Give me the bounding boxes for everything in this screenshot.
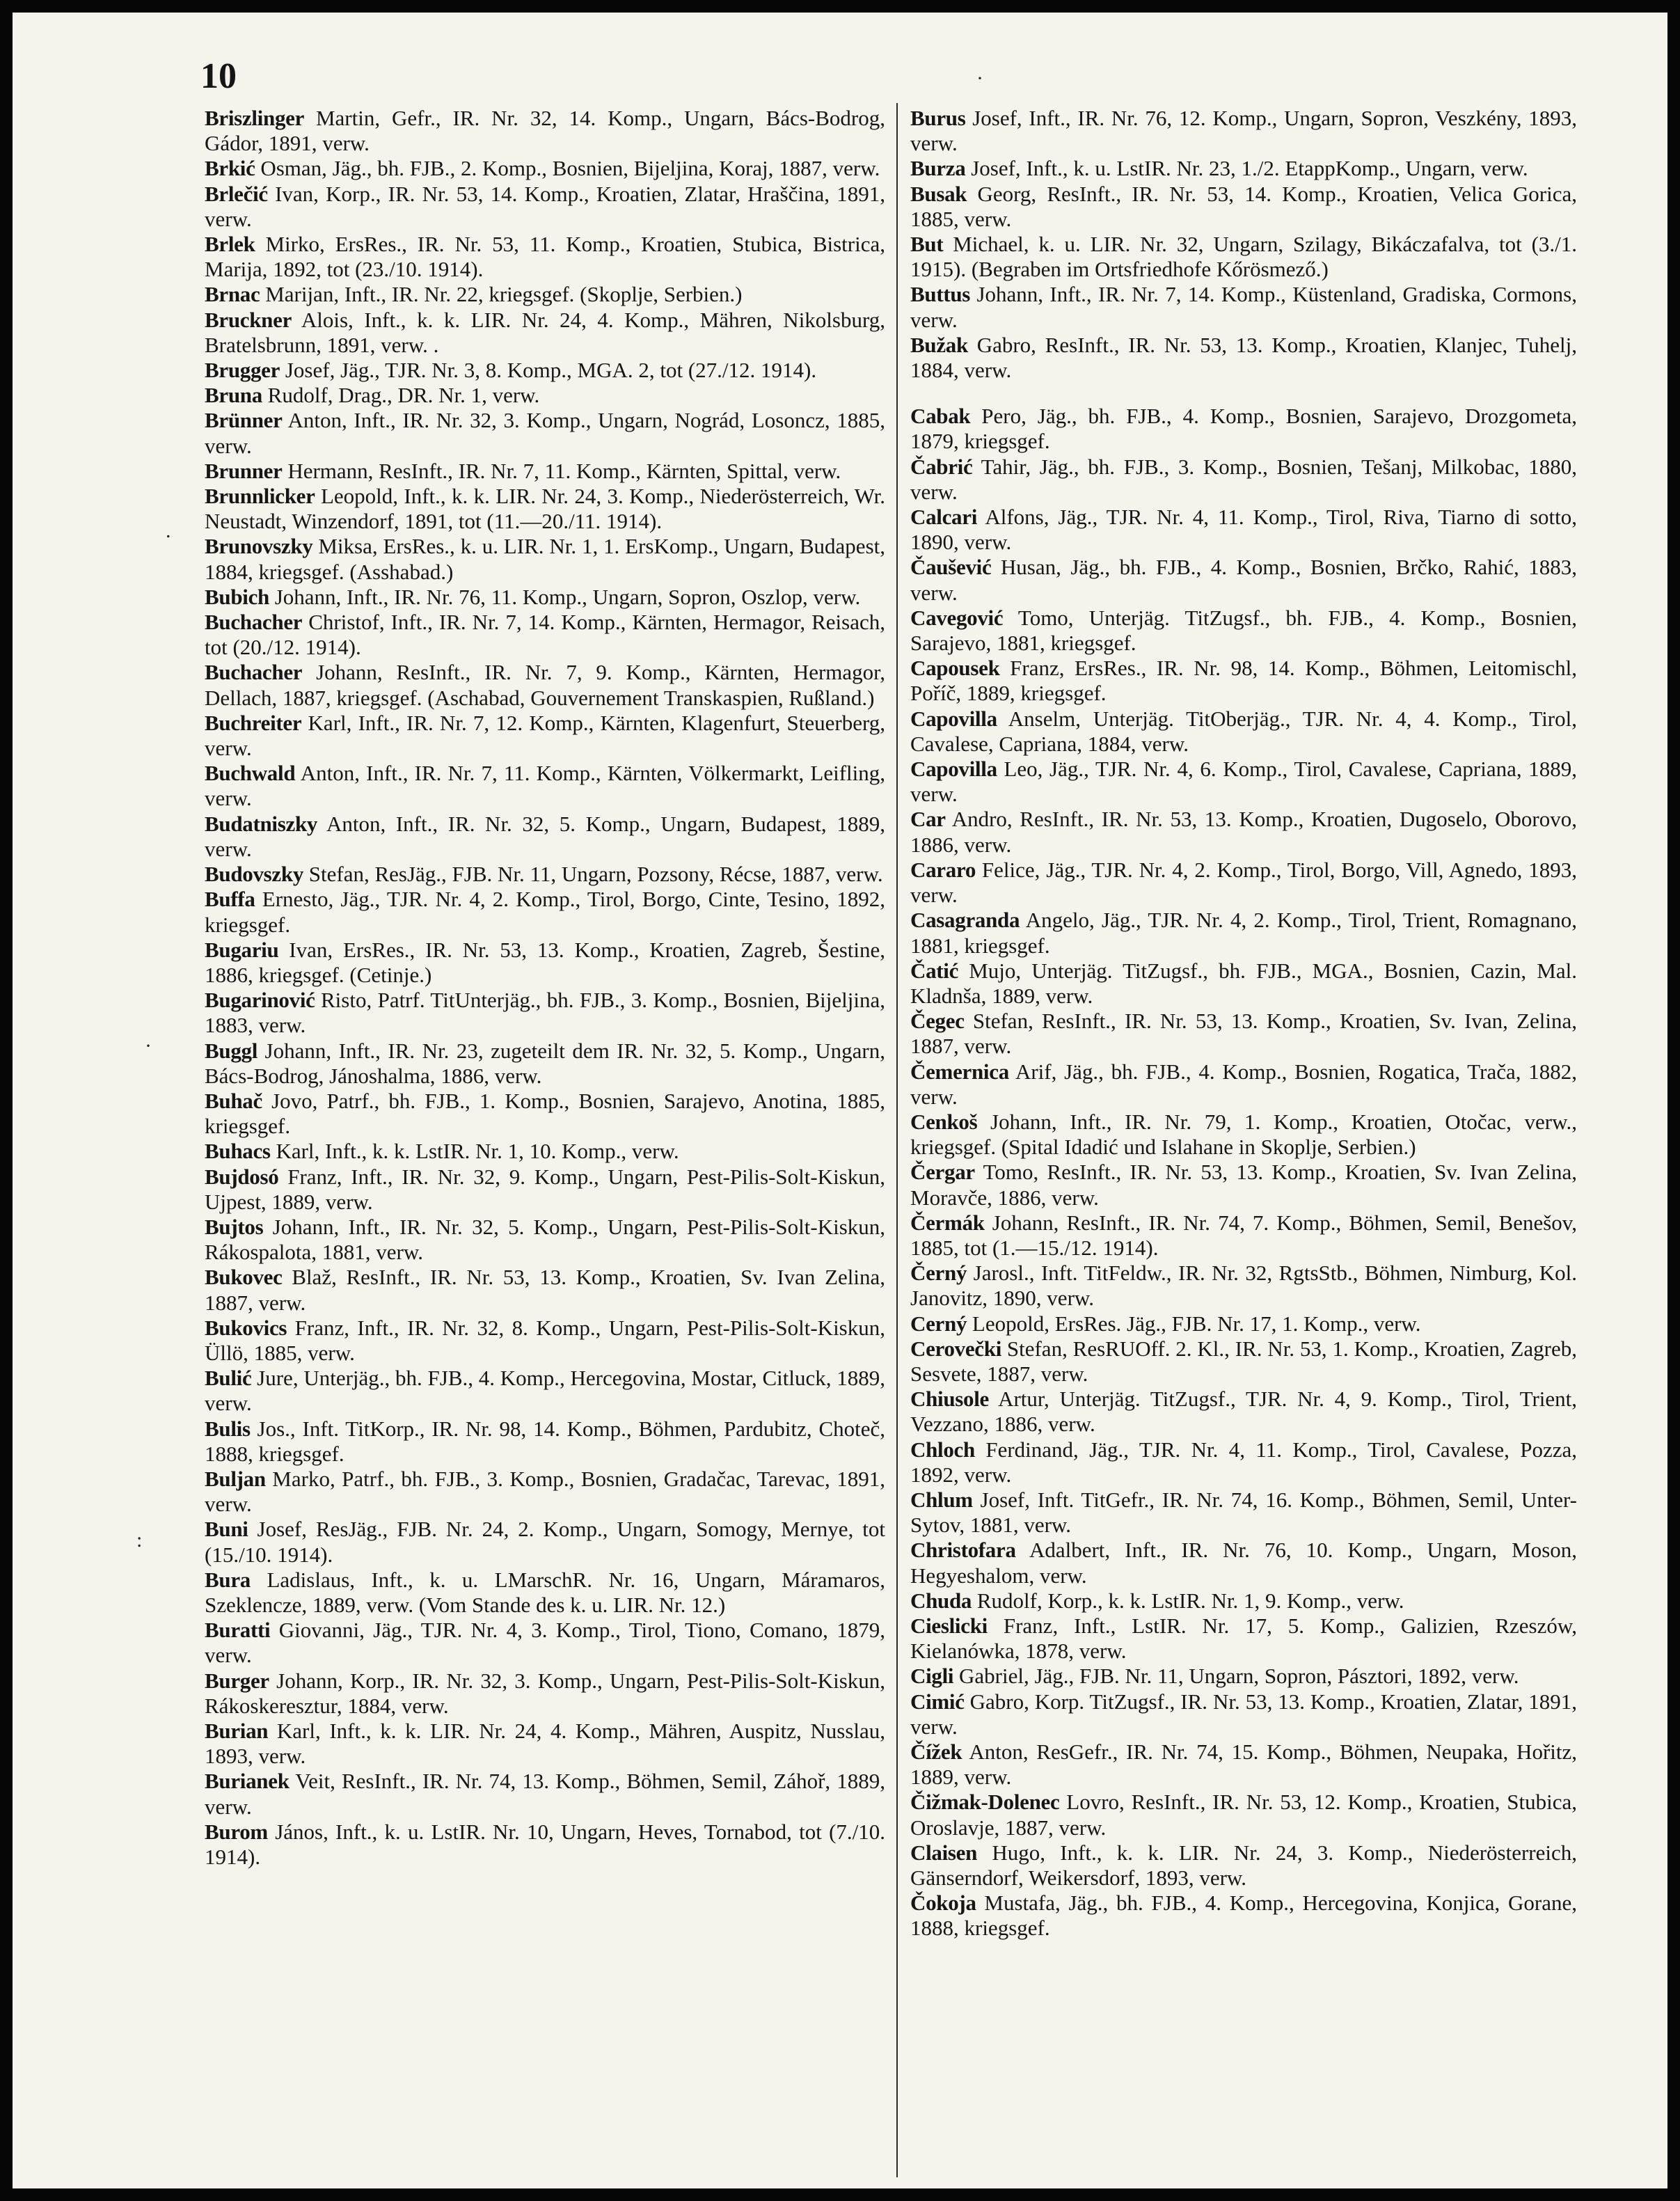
entry-details: Johann, Inft., IR. Nr. 7, 14. Komp., Küstenland, Gradiska, Cormons, verw.: [910, 282, 1577, 332]
entry-surname: Cigli: [910, 1664, 954, 1689]
register-entry: [205, 106, 885, 156]
entry-details: Karl, Inft., k. k. LIR. Nr. 24, 4. Komp., Mähren, Auspitz, Nusslau, 1893, verw.: [205, 1719, 886, 1769]
entry-details: Mujo, Unterjäg. TitZugsf., bh. FJB., MGA., Bosnien, Cazin, Mal. Kladnša, 1889, verw.: [910, 958, 1577, 1008]
entry-surname: Buggl: [205, 1038, 258, 1063]
entry-surname: Cieslicki: [910, 1613, 988, 1638]
register-entry: [910, 606, 1577, 656]
register-entry: [910, 707, 1577, 757]
register-entry: [205, 1139, 885, 1164]
register-entry: [910, 1664, 1577, 1689]
entry-details: Johann, Inft., IR. Nr. 32, 5. Komp., Ungarn, Pest-Pilis-Solt-Kiskun, Rákospalota, 1881, verw.: [205, 1214, 886, 1265]
register-entry: [205, 1668, 885, 1719]
entry-details: Josef, Jäg., TJR. Nr. 3, 8. Komp., MGA. 2, tot (27./12. 1914).: [285, 358, 817, 383]
entry-details: Lovro, ResInft., IR. Nr. 53, 12. Komp., Kroatien, Stubica, Oroslavje, 1887, verw.: [910, 1790, 1577, 1840]
entry-details: Josef, Inft., IR. Nr. 76, 12. Komp., Ungarn, Sopron, Veszkény, 1893, verw.: [910, 106, 1577, 156]
entry-details: Stefan, ResJäg., FJB. Nr. 11, Ungarn, Pozsony, Récse, 1887, verw.: [308, 862, 883, 887]
register-entry: [910, 1840, 1577, 1891]
entry-details: Felice, Jäg., TJR. Nr. 4, 2. Komp., Tirol, Borgo, Vill, Agnedo, 1893, verw.: [910, 857, 1578, 908]
entry-details: Johann, ResInft., IR. Nr. 74, 7. Komp., Böhmen, Semil, Benešov, 1885, tot (1.—15./12. 1914).: [910, 1210, 1578, 1260]
entry-surname: Černý: [910, 1261, 967, 1286]
entry-details: Johann, ResInft., IR. Nr. 7, 9. Komp., Kärnten, Hermagor, Dellach, 1887, kriegsgef. (Aschabad, Gouvernement Transkaspien, Rußland.): [205, 660, 885, 710]
register-entry: [910, 333, 1577, 383]
register-entry: [910, 1588, 1577, 1614]
entry-details: Franz, Inft., IR. Nr. 32, 8. Komp., Ungarn, Pest-Pilis-Solt-Kiskun, Üllö, 1885, verw.: [205, 1315, 885, 1365]
entry-surname: Cerný: [910, 1311, 967, 1336]
column-divider: [896, 103, 898, 2177]
entry-details: Ladislaus, Inft., k. u. LMarschR. Nr. 16, Ungarn, Máramaros, Szeklencze, 1889, verw. (Vom Stande des k. u. LIR. Nr. 12.): [205, 1567, 885, 1617]
entry-details: Mustafa, Jäg., bh. FJB., 4. Komp., Hercegovina, Konjica, Gorane, 1888, kriegsgef.: [910, 1891, 1578, 1941]
entry-surname: Brnac: [205, 282, 260, 307]
entry-surname: Brunnlicker: [205, 484, 315, 509]
entry-surname: Bužak: [910, 332, 968, 357]
entry-surname: Budovszky: [205, 862, 304, 887]
register-entry: [910, 1261, 1577, 1311]
register-entry: [205, 938, 885, 988]
register-entry: [910, 807, 1577, 857]
register-entry: [910, 404, 1577, 454]
entry-surname: Bugarinović: [205, 988, 315, 1013]
register-entry: [205, 232, 885, 282]
entry-surname: Buchreiter: [205, 710, 302, 735]
entry-details: Osman, Jäg., bh. FJB., 2. Komp., Bosnien, Bijeljina, Koraj, 1887, verw.: [260, 156, 880, 181]
entry-surname: Buttus: [910, 282, 971, 307]
scan-speck: ·: [145, 1034, 152, 1057]
register-entry: [910, 1210, 1577, 1261]
entry-surname: Capousek: [910, 656, 1000, 681]
entry-surname: Čatić: [910, 958, 959, 983]
register-entry: [205, 383, 885, 408]
left-column: [205, 106, 885, 1870]
entry-surname: Bura: [205, 1567, 251, 1592]
entry-surname: Calcari: [910, 505, 978, 530]
register-entry: [205, 988, 885, 1038]
entry-details: Tomo, ResInft., IR. Nr. 53, 13. Komp., Kroatien, Sv. Ivan Zelina, Moravče, 1886, verw.: [910, 1160, 1577, 1210]
entry-details: Alfons, Jäg., TJR. Nr. 4, 11. Komp., Tirol, Riva, Tiarno di sotto, 1890, verw.: [910, 505, 1577, 555]
register-entry: [205, 1165, 885, 1215]
register-entry: [910, 505, 1577, 555]
entry-surname: Čaušević: [910, 555, 992, 580]
register-entry: [910, 858, 1577, 908]
register-entry: [910, 1614, 1577, 1664]
entry-details: Rudolf, Drag., DR. Nr. 1, verw.: [267, 383, 540, 408]
register-entry: [910, 1891, 1577, 1941]
entry-details: Karl, Inft., k. k. LstIR. Nr. 1, 10. Komp., verw.: [276, 1139, 679, 1164]
entry-details: Johann, Korp., IR. Nr. 32, 3. Komp., Ungarn, Pest-Pilis-Solt-Kiskun, Rákoskeresztur, 1884, verw.: [205, 1668, 886, 1718]
register-entry: [205, 282, 885, 307]
entry-details: Ferdinand, Jäg., TJR. Nr. 4, 11. Komp., Tirol, Cavalese, Pozza, 1892, verw.: [910, 1437, 1578, 1487]
entry-surname: Brlečić: [205, 181, 268, 206]
entry-details: Jure, Unterjäg., bh. FJB., 4. Komp., Hercegovina, Mostar, Citluck, 1889, verw.: [205, 1366, 885, 1416]
scanned-page: [13, 13, 1667, 2188]
entry-surname: Chiusole: [910, 1387, 990, 1412]
entry-surname: Burza: [910, 156, 966, 181]
entry-surname: Buljan: [205, 1466, 266, 1491]
register-entry: [910, 282, 1577, 332]
entry-details: Marko, Patrf., bh. FJB., 3. Komp., Bosnien, Gradačac, Tarevac, 1891, verw.: [205, 1466, 885, 1517]
entry-details: Anton, Inft., IR. Nr. 32, 5. Komp., Ungarn, Budapest, 1889, verw.: [205, 811, 885, 861]
register-entry: [910, 1009, 1577, 1059]
register-entry: [910, 1538, 1577, 1588]
right-column: [910, 106, 1577, 1941]
entry-surname: Bujdosó: [205, 1164, 279, 1189]
entry-surname: Čokoja: [910, 1891, 976, 1916]
entry-surname: Burger: [205, 1668, 269, 1693]
entry-surname: Bukovics: [205, 1315, 287, 1340]
entry-surname: Capovilla: [910, 706, 997, 731]
entry-details: Risto, Patrf. TitUnterjäg., bh. FJB., 3. Komp., Bosnien, Bijeljina, 1883, verw.: [205, 988, 886, 1038]
entry-details: Giovanni, Jäg., TJR. Nr. 4, 3. Komp., Tirol, Tiono, Comano, 1879, verw.: [205, 1618, 885, 1668]
entry-details: Josef, Inft., k. u. LstIR. Nr. 23, 1./2. EtappKomp., Ungarn, verw.: [971, 156, 1528, 181]
register-entry: [205, 1417, 885, 1467]
entry-details: Miksa, ErsRes., k. u. LIR. Nr. 1, 1. ErsKomp., Ungarn, Budapest, 1884, kriegsgef. (Asshabad.): [205, 534, 885, 584]
entry-surname: Čabrić: [910, 454, 973, 479]
entry-surname: Bukovec: [205, 1265, 283, 1290]
entry-surname: Cimić: [910, 1689, 965, 1714]
entry-details: Anton, ResGefr., IR. Nr. 74, 15. Komp., Böhmen, Neupaka, Hořitz, 1889, verw.: [910, 1740, 1577, 1790]
register-entry: [205, 1769, 885, 1819]
register-entry: [205, 1316, 885, 1366]
entry-details: Anton, Inft., IR. Nr. 32, 3. Komp., Ungarn, Nográd, Losoncz, 1885, verw.: [205, 408, 886, 458]
entry-details: Andro, ResInft., IR. Nr. 53, 13. Komp., Kroatien, Dugoselo, Oborovo, 1886, verw.: [910, 807, 1577, 857]
register-entry: [910, 1387, 1577, 1437]
entry-surname: Bujtos: [205, 1214, 264, 1239]
register-entry: [910, 455, 1577, 505]
entry-surname: Buni: [205, 1517, 248, 1542]
register-entry: [205, 1517, 885, 1567]
entry-surname: Buchacher: [205, 610, 303, 635]
entry-details: Anselm, Unterjäg. TitOberjäg., TJR. Nr. 4, 4. Komp., Tirol, Cavalese, Capriana, 1884, verw.: [910, 706, 1577, 756]
entry-details: Franz, Inft., IR. Nr. 32, 9. Komp., Ungarn, Pest-Pilis-Solt-Kiskun, Ujpest, 1889, verw.: [205, 1164, 886, 1214]
entry-surname: Čermák: [910, 1210, 985, 1235]
entry-details: Jos., Inft. TitKorp., IR. Nr. 98, 14. Komp., Böhmen, Pardubitz, Choteč, 1888, kriegsgef.: [205, 1416, 886, 1466]
entry-surname: Buratti: [205, 1618, 271, 1643]
entry-details: Leo, Jäg., TJR. Nr. 4, 6. Komp., Tirol, Cavalese, Capriana, 1889, verw.: [910, 757, 1577, 807]
register-entry: [910, 1689, 1577, 1740]
register-entry: [205, 887, 885, 937]
entry-details: Christof, Inft., IR. Nr. 7, 14. Komp., Kärnten, Hermagor, Reisach, tot (20./12. 1914).: [205, 610, 885, 660]
entry-surname: Chloch: [910, 1437, 975, 1462]
entry-details: Hermann, ResInft., IR. Nr. 7, 11. Komp., Kärnten, Spittal, verw.: [287, 458, 841, 483]
entry-surname: Buchwald: [205, 761, 296, 786]
register-entry: [910, 1740, 1577, 1790]
entry-details: Adalbert, Inft., IR. Nr. 76, 10. Komp., Ungarn, Moson, Hegyeshalom, verw.: [910, 1538, 1578, 1588]
entry-details: Gabriel, Jäg., FJB. Nr. 11, Ungarn, Sopron, Pásztori, 1892, verw.: [958, 1664, 1519, 1689]
register-entry: [910, 656, 1577, 706]
entry-details: Gabro, ResInft., IR. Nr. 53, 13. Komp., Kroatien, Klanjec, Tuhelj, 1884, verw.: [910, 332, 1577, 383]
register-entry: [910, 1437, 1577, 1488]
register-entry: [205, 358, 885, 383]
register-entry: [910, 182, 1577, 232]
entry-details: Michael, k. u. LIR. Nr. 32, Ungarn, Szilagy, Bikáczafalva, tot (3./1. 1915). (Begraben im Ortsfriedhofe Kőrösmező.): [910, 232, 1578, 282]
register-entry: [205, 761, 885, 811]
register-entry: [205, 534, 885, 584]
entry-surname: Chlum: [910, 1487, 973, 1512]
entry-details: Jarosl., Inft. TitFeldw., IR. Nr. 32, RgtsStb., Böhmen, Nimburg, Kol. Janovitz, 1890, verw.: [910, 1261, 1578, 1311]
register-entry: [910, 1160, 1577, 1210]
scan-speck: :: [136, 1529, 143, 1552]
register-entry: [910, 1488, 1577, 1538]
entry-surname: Bubich: [205, 584, 269, 609]
register-entry: [205, 1618, 885, 1668]
register-entry: [205, 1467, 885, 1517]
register-entry: [205, 1719, 885, 1769]
register-entry: [910, 1059, 1577, 1110]
register-entry: [205, 408, 885, 458]
register-entry: [910, 1110, 1577, 1160]
entry-surname: Brugger: [205, 358, 280, 383]
entry-details: Tomo, Unterjäg. TitZugsf., bh. FJB., 4. Komp., Bosnien, Sarajevo, 1881, kriegsgef.: [910, 605, 1577, 656]
register-entry: [910, 757, 1577, 807]
register-entry: [910, 1790, 1577, 1840]
register-entry: [205, 610, 885, 660]
entry-details: Johann, Inft., IR. Nr. 76, 11. Komp., Ungarn, Sopron, Oszlop, verw.: [274, 584, 861, 609]
entry-surname: Claisen: [910, 1840, 978, 1865]
register-entry: [205, 1215, 885, 1265]
entry-details: Leopold, Inft., k. k. LIR. Nr. 24, 3. Komp., Niederösterreich, Wr. Neustadt, Winzendorf, 1891, tot (11.—20./11. 1914).: [205, 484, 886, 534]
scan-speck: ·: [976, 67, 983, 90]
register-entry: [910, 232, 1577, 282]
entry-surname: Cararo: [910, 857, 976, 882]
entry-surname: Bulić: [205, 1366, 252, 1391]
register-entry: [205, 459, 885, 484]
entry-surname: Cavegović: [910, 605, 1004, 630]
entry-surname: Bruna: [205, 383, 262, 408]
entry-surname: Car: [910, 807, 946, 832]
entry-details: Mirko, ErsRes., IR. Nr. 53, 11. Komp., Kroatien, Stubica, Bistrica, Marija, 1892, tot (23./10. 1914).: [205, 232, 885, 282]
entry-surname: Buhacs: [205, 1139, 271, 1164]
register-entry: [910, 555, 1577, 605]
register-entry: [910, 908, 1577, 958]
entry-surname: Buffa: [205, 887, 255, 912]
entry-details: Stefan, ResInft., IR. Nr. 53, 13. Komp., Kroatien, Sv. Ivan, Zelina, 1887, verw.: [910, 1009, 1577, 1059]
entry-surname: Čížek: [910, 1740, 962, 1764]
entry-surname: Burom: [205, 1819, 268, 1844]
entry-details: Marijan, Inft., IR. Nr. 22, kriegsgef. (Skoplje, Serbien.): [265, 282, 743, 307]
entry-details: Hugo, Inft., k. k. LIR. Nr. 24, 3. Komp., Niederösterreich, Gänserndorf, Weikersdorf, 1893, verw.: [910, 1840, 1578, 1891]
entry-details: Husan, Jäg., bh. FJB., 4. Komp., Bosnien, Brčko, Rahić, 1883, verw.: [910, 555, 1577, 605]
entry-surname: Busak: [910, 181, 967, 206]
register-entry: [910, 958, 1577, 1009]
entry-details: Franz, ErsRes., IR. Nr. 98, 14. Komp., Böhmen, Leitomischl, Poříč, 1889, kriegsgef.: [910, 656, 1577, 706]
register-entry: [910, 106, 1577, 156]
entry-details: Blaž, ResInft., IR. Nr. 53, 13. Komp., Kroatien, Sv. Ivan Zelina, 1887, verw.: [205, 1265, 886, 1315]
entry-details: Artur, Unterjäg. TitZugsf., TJR. Nr. 4, 9. Komp., Tirol, Trient, Vezzano, 1886, verw.: [910, 1387, 1577, 1437]
register-entry: [205, 711, 885, 761]
entry-surname: Brlek: [205, 232, 255, 257]
entry-details: Angelo, Jäg., TJR. Nr. 4, 2. Komp., Tirol, Trient, Romagnano, 1881, kriegsgef.: [910, 908, 1577, 958]
entry-surname: Čemernica: [910, 1059, 1009, 1084]
entry-surname: Cabak: [910, 404, 971, 429]
entry-surname: Christofara: [910, 1538, 1016, 1563]
entry-details: Leopold, ErsRes. Jäg., FJB. Nr. 17, 1. Komp., verw.: [972, 1311, 1421, 1336]
entry-surname: Buhač: [205, 1088, 262, 1113]
entry-details: Johann, Inft., IR. Nr. 23, zugeteilt dem IR. Nr. 32, 5. Komp., Ungarn, Bács-Bodrog, Jánoshalma, 1886, verw.: [205, 1038, 886, 1088]
entry-surname: But: [910, 232, 944, 257]
entry-surname: Brunner: [205, 458, 283, 483]
register-entry: [205, 182, 885, 232]
entry-details: Rudolf, Korp., k. k. LstIR. Nr. 1, 9. Komp., verw.: [976, 1588, 1404, 1613]
entry-details: Jovo, Patrf., bh. FJB., 1. Komp., Bosnien, Sarajevo, Anotina, 1885, kriegsgef.: [205, 1088, 885, 1139]
entry-details: Pero, Jäg., bh. FJB., 4. Komp., Bosnien, Sarajevo, Drozgometa, 1879, kriegsgef.: [910, 404, 1577, 454]
entry-surname: Bugariu: [205, 937, 279, 962]
entry-surname: Čegec: [910, 1009, 965, 1034]
entry-surname: Casagranda: [910, 908, 1020, 933]
entry-surname: Briszlinger: [205, 106, 305, 130]
entry-surname: Burianek: [205, 1769, 290, 1794]
entry-details: Gabro, Korp. TitZugsf., IR. Nr. 53, 13. Komp., Kroatien, Zlatar, 1891, verw.: [910, 1689, 1578, 1739]
entry-details: Arif, Jäg., bh. FJB., 4. Komp., Bosnien, Rogatica, Trača, 1882, verw.: [910, 1059, 1577, 1109]
entry-details: Ivan, Korp., IR. Nr. 53, 14. Komp., Kroatien, Zlatar, Hraščina, 1891, verw.: [205, 181, 885, 231]
entry-details: Alois, Inft., k. k. LIR. Nr. 24, 4. Komp., Mähren, Nikolsburg, Bratelsbrunn, 1891, verw. .: [205, 307, 885, 357]
entry-details: Josef, Inft. TitGefr., IR. Nr. 74, 16. Komp., Böhmen, Semil, Unter-Sytov, 1881, verw.: [910, 1487, 1577, 1538]
entry-surname: Burian: [205, 1719, 269, 1743]
entry-surname: Brunovszky: [205, 534, 313, 559]
entry-details: Stefan, ResRUOff. 2. Kl., IR. Nr. 53, 1. Komp., Kroatien, Zagreb, Sesvete, 1887, verw.: [910, 1336, 1577, 1386]
register-entry: [205, 1039, 885, 1089]
entry-details: Johann, Inft., IR. Nr. 79, 1. Komp., Kroatien, Otočac, verw., kriegsgef. (Spital Idadić und Islahane in Skoplje, Serbien.): [910, 1109, 1577, 1160]
register-entry: [205, 156, 885, 181]
register-entry: [205, 862, 885, 887]
entry-surname: Capovilla: [910, 757, 997, 782]
entry-surname: Brkić: [205, 156, 255, 181]
register-entry: [205, 308, 885, 358]
register-entry: [205, 1089, 885, 1139]
entry-details: Ivan, ErsRes., IR. Nr. 53, 13. Komp., Kroatien, Zagreb, Šestine, 1886, kriegsgef. (Cetinje.): [205, 937, 886, 987]
entry-surname: Cenkoš: [910, 1109, 978, 1134]
entry-surname: Bulis: [205, 1416, 251, 1441]
entry-surname: Burus: [910, 106, 966, 130]
register-entry: [205, 1568, 885, 1618]
page-number: 10: [200, 56, 237, 96]
entry-surname: Chuda: [910, 1588, 972, 1613]
entry-surname: Čergar: [910, 1160, 975, 1185]
register-entry: [205, 484, 885, 534]
entry-details: Georg, ResInft., IR. Nr. 53, 14. Komp., Kroatien, Velica Gorica, 1885, verw.: [910, 181, 1577, 231]
entry-surname: Bruckner: [205, 307, 292, 332]
entry-surname: Buchacher: [205, 660, 303, 685]
entry-details: Anton, Inft., IR. Nr. 7, 11. Komp., Kärnten, Völkermarkt, Leifling, verw.: [205, 761, 886, 811]
scan-speck: .: [166, 519, 171, 542]
register-entry: [205, 1265, 885, 1315]
entry-surname: Čižmak-Dolenec: [910, 1790, 1060, 1815]
entry-details: Karl, Inft., IR. Nr. 7, 12. Komp., Kärnten, Klagenfurt, Steuerberg, verw.: [205, 710, 885, 761]
register-entry: [205, 585, 885, 610]
entry-details: János, Inft., k. u. LstIR. Nr. 10, Ungarn, Heves, Tornabod, tot (7./10. 1914).: [205, 1819, 886, 1870]
entry-details: Josef, ResJäg., FJB. Nr. 24, 2. Komp., Ungarn, Somogy, Mernye, tot (15./10. 1914).: [205, 1517, 885, 1567]
register-entry: [205, 1366, 885, 1416]
entry-surname: Cerovečki: [910, 1336, 1002, 1361]
register-entry: [205, 660, 885, 710]
entry-details: Tahir, Jäg., bh. FJB., 3. Komp., Bosnien, Tešanj, Milkobac, 1880, verw.: [910, 454, 1577, 504]
entry-details: Franz, Inft., LstIR. Nr. 17, 5. Komp., Galizien, Rzeszów, Kielanówka, 1878, verw.: [910, 1613, 1578, 1664]
register-entry: [910, 156, 1577, 181]
entry-surname: Budatniszky: [205, 811, 318, 836]
register-entry: [910, 1336, 1577, 1387]
entry-details: Veit, ResInft., IR. Nr. 74, 13. Komp., Böhmen, Semil, Záhoř, 1889, verw.: [205, 1769, 885, 1819]
entry-details: Ernesto, Jäg., TJR. Nr. 4, 2. Komp., Tirol, Borgo, Cinte, Tesino, 1892, kriegsgef.: [205, 887, 885, 937]
register-entry: [205, 1820, 885, 1870]
register-entry: [910, 1311, 1577, 1336]
entry-details: Martin, Gefr., IR. Nr. 32, 14. Komp., Ungarn, Bács-Bodrog, Gádor, 1891, verw.: [205, 106, 886, 156]
entry-surname: Brünner: [205, 408, 283, 433]
register-entry: [205, 812, 885, 862]
